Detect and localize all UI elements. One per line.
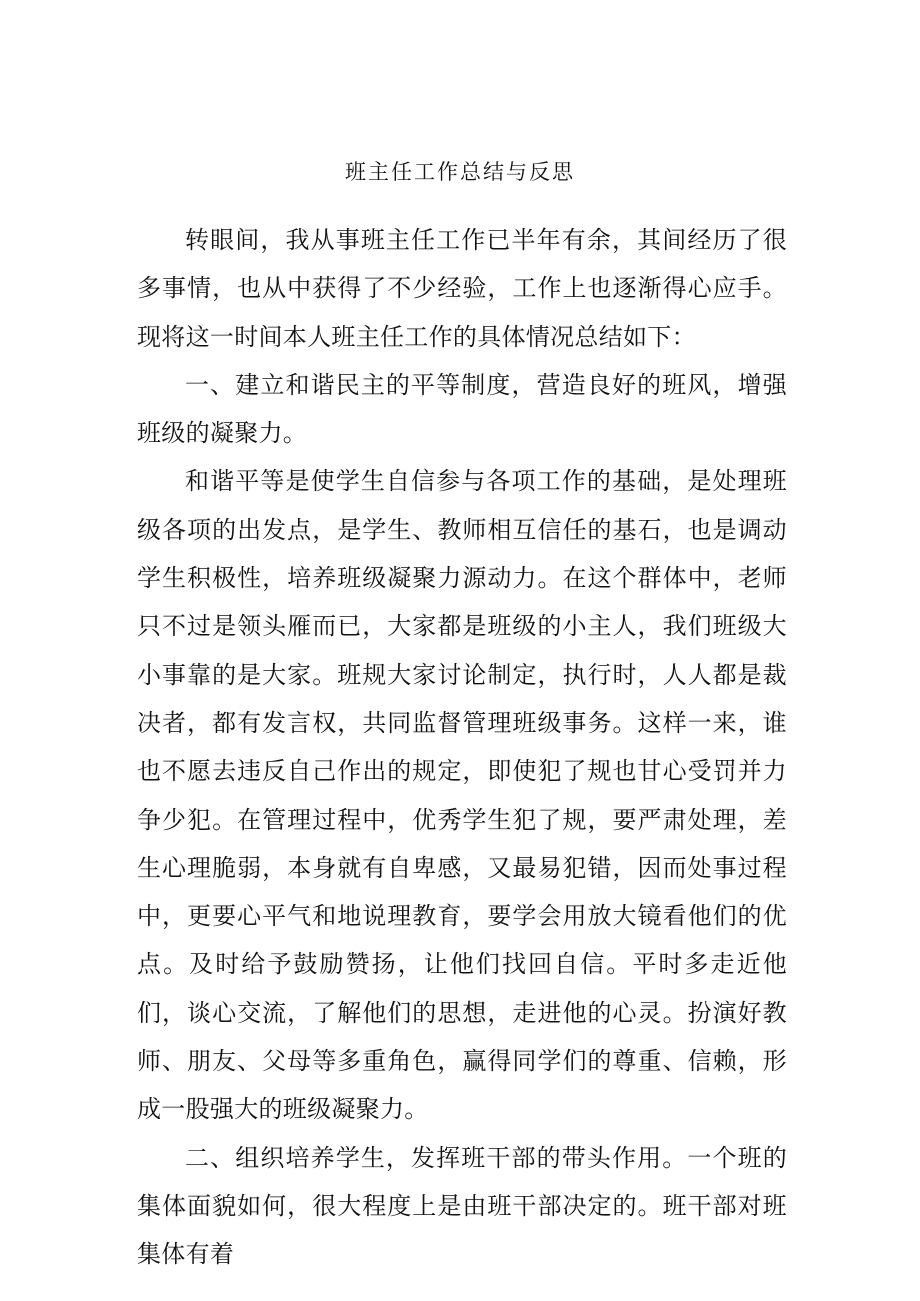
document-title: 班主任工作总结与反思 [345,160,575,184]
paragraph-section-one-body: 和谐平等是使学生自信参与各项工作的基础，是处理班级各项的出发点，是学生、教师相互信任的基石，也是调动学生积极性，培养班级凝聚力源动力。在这个群体中，老师只不过是领头雁而已，大家都是班级的小主人，我们班级大小事靠的是大家。班规大家讨论制定，执行时，人人都是裁决者，都有发言权，共同监督管理班级事务。这样一来，谁也不愿去违反自己作出的规定，即使犯了规也甘心受罚并力争少犯。在管理过程中，优秀学生犯了规，要严肃处理，差生心理脆弱，本身就有自卑感，又最易犯错，因而处事过程中，更要心平气和地说理教育，要学会用放大镜看他们的优点。及时给予鼓励赞扬，让他们找回自信。平时多走近他们，谈心交流，了解他们的思想，走进他的心灵。扮演好教师、朋友、父母等多重角色，赢得同学们的尊重、信赖，形成一股强大的班级凝聚力。 [137,467,787,1124]
paragraph-intro: 转眼间，我从事班主任工作已半年有余，其间经历了很多事情，也从中获得了不少经验，工作上也逐渐得心应手。现将这一时间本人班主任工作的具体情况总结如下： [137,226,787,351]
document-body [137,216,787,1279]
paragraph-section-two: 二、组织培养学生，发挥班干部的带头作用。一个班的集体面貌如何，很大程度上是由班干部决定的。班干部对班集体有着 [137,1143,787,1269]
paragraph-section-one-heading: 一、建立和谐民主的平等制度，营造良好的班风，增强班级的凝聚力。 [137,370,787,448]
